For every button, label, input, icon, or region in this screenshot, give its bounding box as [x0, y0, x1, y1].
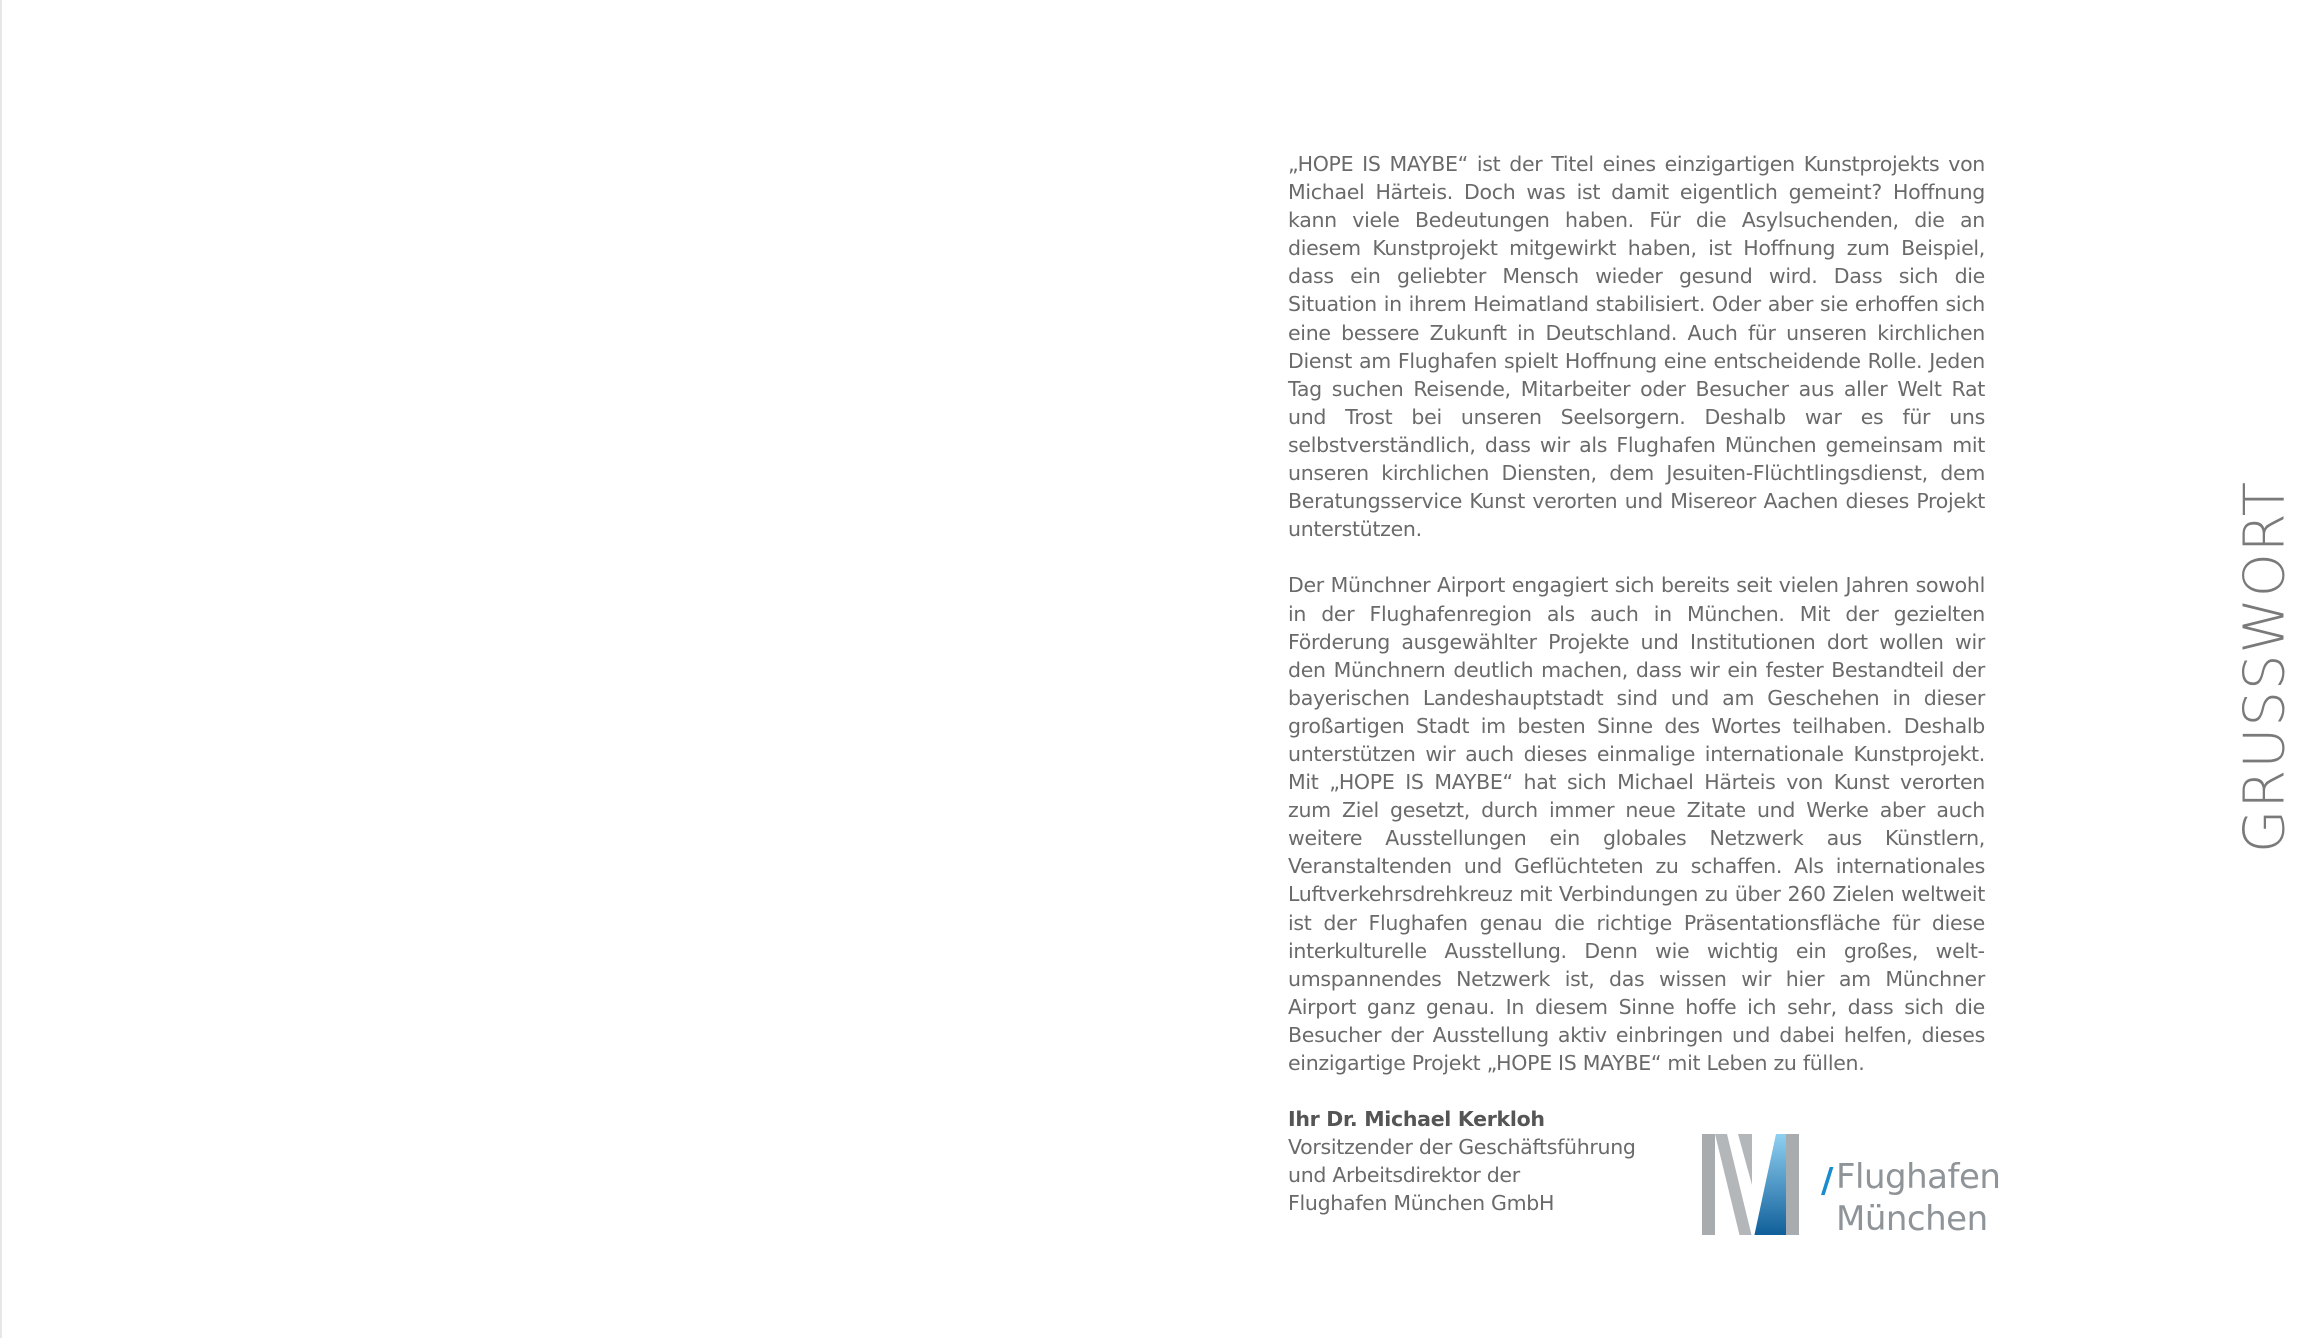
signature-line-1: Vorsitzender der Geschäftsführung [1288, 1135, 1636, 1160]
logo-text-line-1: Flughafen [1836, 1157, 2001, 1197]
signature-name: Ihr Dr. Michael Kerkloh [1288, 1107, 1545, 1132]
logo-slash: / [1821, 1161, 1834, 1201]
page-edge-divider [0, 0, 2, 1338]
paragraph-1: „HOPE IS MAYBE“ ist der Titel eines einzigartigen Kunstprojekts von Michael Härteis. Doch was ist damit eigentlich gemeint? Hoffnung kann viele Bedeutungen haben. Für die Asylsuchenden, die an diesem Kunstprojekt mitgewirkt haben, ist Hoffnung zum Beispiel, dass ein geliebter Mensch wieder gesund wird. Dass sich die Situation in ihrem Heimatland stabilisiert. Oder aber sie erhoffen sich eine bessere Zukunft in Deutschland. Auch für unseren kirchlichen Dienst am Flughafen spielt Hoffnung eine entscheidende Rolle. Jeden Tag suchen Reisende, Mitarbeiter oder Besucher aus aller Welt Rat und Trost bei unseren Seelsorgern. Deshalb war es für uns selbstverständlich, dass wir als Flughafen München gemeinsam mit unseren kirchlichen Diensten, dem Jesuiten-Flüchtlingsdienst, dem Beratungsservice Kunst verorten und Misereor Aachen dieses Projekt unterstützen. [1288, 152, 1985, 542]
airport-m-logo-icon [1690, 1125, 1800, 1235]
signature-line-2: und Arbeitsdirektor der [1288, 1163, 1520, 1188]
logo-text-line-2: München [1836, 1199, 1988, 1239]
flughafen-muenchen-logo [1690, 1125, 2001, 1239]
section-title-vertical: GRUSSWORT [2232, 481, 2298, 853]
signature-line-3: Flughafen München GmbH [1288, 1191, 1555, 1216]
paragraph-2: Der Münchner Airport engagiert sich bereits seit vielen Jahren sowohl in der Flughafenregion als auch in München. Mit der gezielten Förderung ausgewählter Projekte und Institutionen dort wollen wir den Münchnern deutlich machen, dass wir ein fester Bestandteil der bayerischen Landeshauptstadt sind und am Geschehen in dieser großartigen Stadt im besten Sinne des Wortes teilhaben. Deshalb unterstützen wir auch dieses einmalige internationale Kunstprojekt. Mit „HOPE IS MAYBE“ hat sich Michael Härteis von Kunst verorten zum Ziel gesetzt, durch immer neue Zitate und Werke aber auch weitere Ausstellungen ein globales Netzwerk aus Künstlern, Veranstaltenden und Geflüchteten zu schaffen. Als internationales Luftverkehrsdrehkreuz mit Verbindungen zu über 260 Zielen weltweit ist der Flughafen genau die richtige Präsentationsfläche für diese interkulturelle Ausstellung. Denn wie wichtig ein großes, weltumspannendes Netzwerk ist, das wissen wir hier am Münchner Airport ganz genau. In diesem Sinne hoffe ich sehr, dass sich die Besucher der Ausstellung aktiv einbringen und dabei helfen, dieses einzigartige Projekt „HOPE IS MAYBE“ mit Leben zu füllen. [1288, 573, 1985, 1075]
greeting-text-column [1288, 150, 1985, 1218]
